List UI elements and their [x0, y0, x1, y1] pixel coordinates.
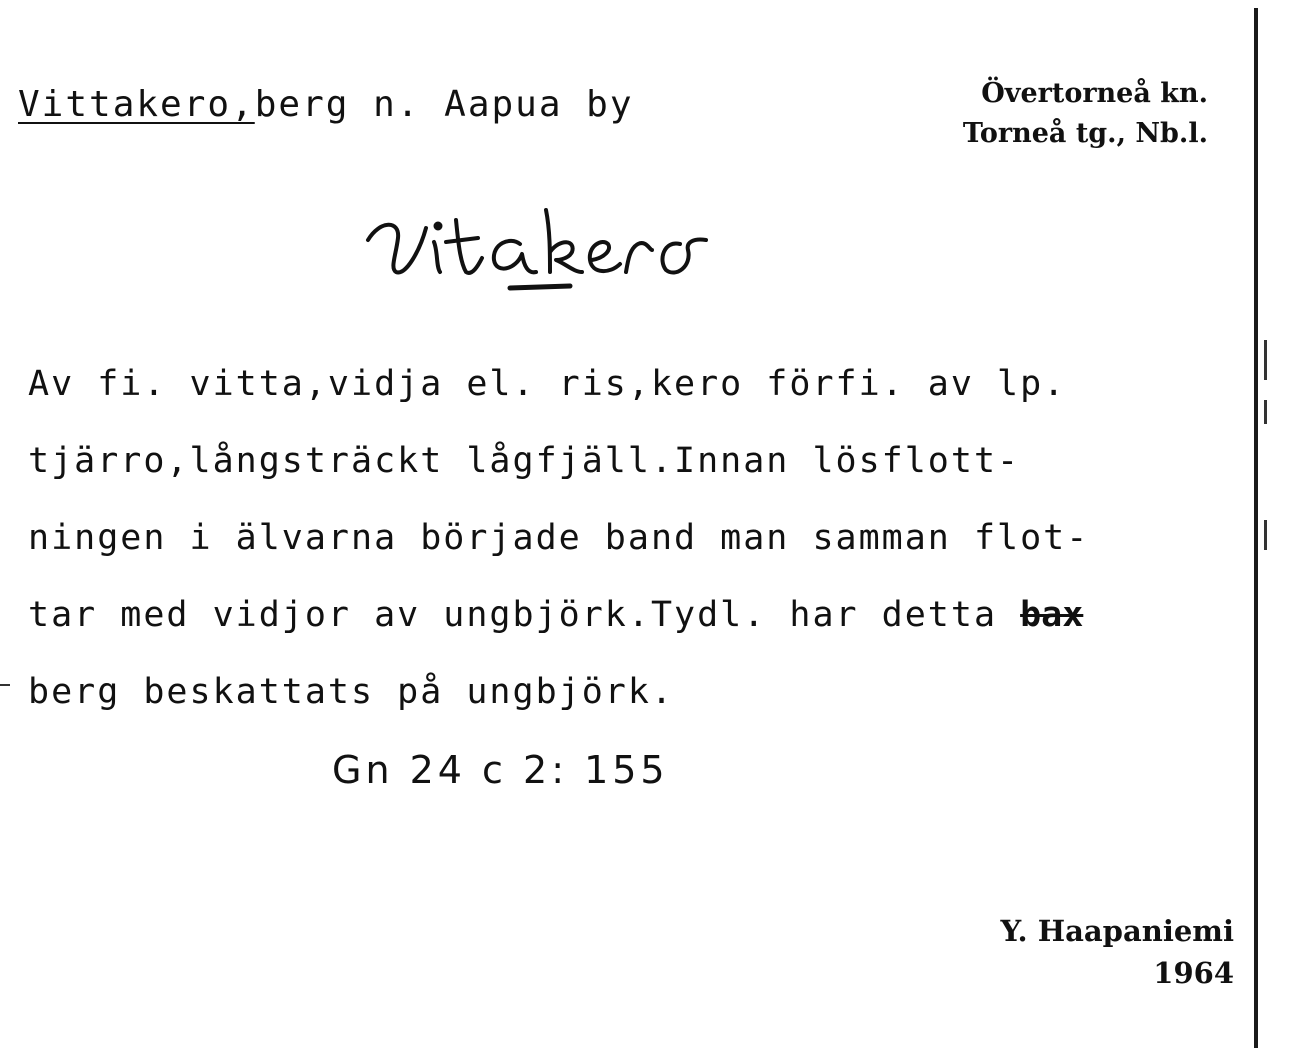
signature-name: Y. Haapaniemi: [1000, 914, 1234, 948]
card-edge-line: [1254, 8, 1258, 1048]
handwritten-pronunciation: [360, 180, 820, 300]
body-line-2: tjärro,långsträckt lågfjäll.Innan lösflott-: [28, 441, 1021, 481]
body-line-1: Av fi. vitta,vidja el. ris,kero förfi. av lp.: [28, 364, 1067, 404]
headword-line: [18, 84, 634, 125]
edge-tick: [1264, 400, 1267, 424]
parish-line-2: Torneå tg., Nb.l.: [962, 118, 1208, 149]
edge-tick: [1264, 340, 1267, 380]
archive-reference: Gn 24 c 2: 155: [332, 748, 669, 792]
signature-year: 1964: [1153, 956, 1234, 990]
body-line-4-text: tar med vidjor av ungbjörk.Tydl. har detta: [28, 595, 1021, 635]
body-line-5: berg beskattats på ungbjörk.: [28, 672, 675, 712]
headword-description: berg n. Aapua by: [254, 84, 634, 125]
body-line-4: [28, 577, 1278, 654]
parish-line-1: Övertorneå kn.: [981, 78, 1208, 109]
signature-block: [1001, 910, 1234, 994]
body-line-3: ningen i älvarna började band man samman flot-: [28, 518, 1090, 558]
headword: Vittakero,: [18, 84, 255, 125]
parish-info: [963, 74, 1208, 154]
struck-word: bax: [1020, 595, 1084, 635]
edge-tick: [1264, 520, 1267, 550]
body-text: [28, 346, 1278, 731]
edge-mark: [0, 684, 10, 686]
